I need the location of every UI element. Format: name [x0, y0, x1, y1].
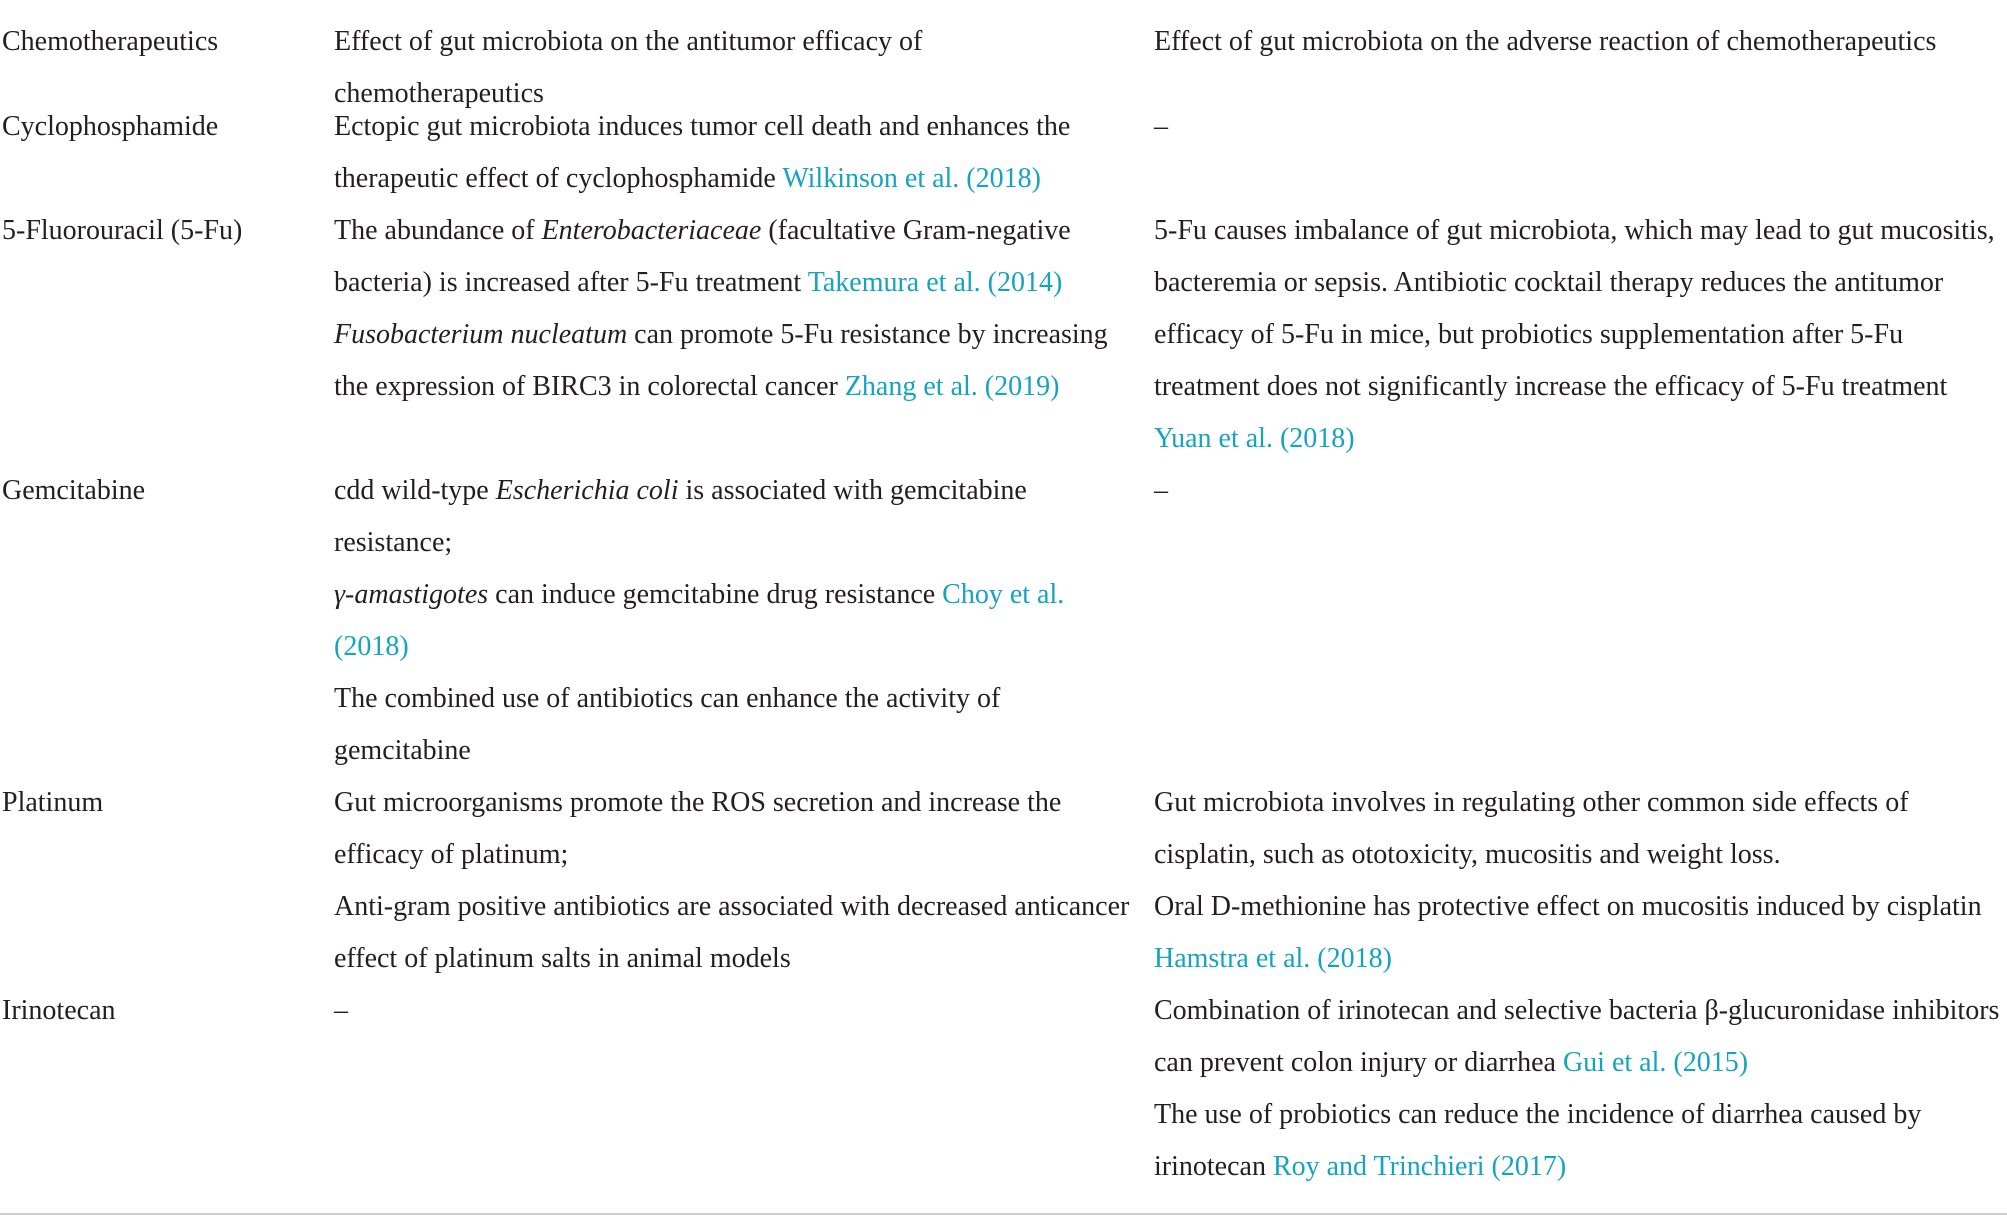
efficacy-paragraph: The combined use of antibiotics can enhance the activity of gemcitabine [334, 683, 1001, 766]
adverse-paragraph: Gut microbiota involves in regulating other common side effects of cisplatin, such as ototoxicity, mucositis and weight loss. [1154, 787, 1909, 870]
efficacy-cell [334, 465, 1134, 777]
header-efficacy: Effect of gut microbiota on the antitumor efficacy of chemotherapeutics [334, 26, 923, 109]
efficacy-paragraph: Gut microorganisms promote the ROS secretion and increase the efficacy of platinum; [334, 787, 1062, 870]
citation-link[interactable]: Choy et al. (2018) [334, 579, 1065, 662]
citation-link[interactable]: Roy and Trinchieri (2017) [1272, 1151, 1567, 1182]
drug-name: Platinum [2, 787, 104, 818]
citation-link[interactable]: Takemura et al. (2014) [807, 267, 1063, 298]
adverse-paragraph: 5-Fu causes imbalance of gut microbiota, which may lead to gut mucositis, bacteremia or sepsis. Antibiotic cocktail therapy reduces the antitumor efficacy of 5-Fu in mice, but probiotics supplementation after 5-Fu treatment does not significantly increase the efficacy of 5-Fu treatment Yuan et al. (2018) [1154, 215, 1995, 454]
efficacy-cell [334, 985, 1134, 1037]
adverse-paragraph: Combination of irinotecan and selective bacteria β-glucuronidase inhibitors can prevent colon injury or diarrhea Gui et al. (2015) [1154, 995, 2000, 1078]
drug-name: 5-Fluorouracil (5-Fu) [2, 215, 243, 246]
adverse-cell [1154, 985, 2004, 1193]
drug-name: Irinotecan [2, 995, 116, 1026]
citation-link[interactable]: Yuan et al. (2018) [1154, 423, 1355, 454]
citation-link[interactable]: Gui et al. (2015) [1562, 1047, 1749, 1078]
efficacy-paragraph: The abundance of Enterobacteriaceae (facultative Gram-negative bacteria) is increased after 5-Fu treatment Takemura et al. (2014) [334, 215, 1071, 298]
adverse-cell [1154, 101, 2004, 153]
efficacy-cell [334, 205, 1134, 413]
drug-name: Cyclophosphamide [2, 111, 219, 142]
efficacy-paragraph: cdd wild-type Escherichia coli is associated with gemcitabine resistance; [334, 475, 1027, 558]
taxon-name: Escherichia coli [495, 475, 679, 506]
drug-name: Gemcitabine [2, 475, 146, 506]
efficacy-cell [334, 777, 1134, 985]
header-chemotherapeutics: Chemotherapeutics [2, 26, 219, 57]
header-adverse: Effect of gut microbiota on the adverse reaction of chemotherapeutics [1154, 26, 1937, 57]
citation-link[interactable]: Zhang et al. (2019) [844, 371, 1060, 402]
adverse-paragraph: – [1154, 111, 1168, 142]
adverse-paragraph: – [1154, 475, 1168, 506]
efficacy-paragraph: – [334, 995, 348, 1026]
taxon-name: Fusobacterium nucleatum [334, 319, 628, 350]
adverse-cell [1154, 777, 2004, 985]
citation-link[interactable]: Hamstra et al. (2018) [1154, 943, 1392, 974]
adverse-cell [1154, 465, 2004, 517]
taxon-name: γ-amastigotes [334, 579, 489, 610]
taxon-name: Enterobacteriaceae [541, 215, 762, 246]
adverse-cell [1154, 205, 2004, 465]
efficacy-paragraph: Ectopic gut microbiota induces tumor cell death and enhances the therapeutic effect of cyclophosphamide Wilkinson et al. (2018) [334, 111, 1071, 194]
citation-link[interactable]: Wilkinson et al. (2018) [782, 163, 1041, 194]
adverse-paragraph: Oral D-methionine has protective effect on mucositis induced by cisplatin Hamstra et al. (2018) [1154, 891, 1982, 974]
efficacy-paragraph: Anti-gram positive antibiotics are associated with decreased anticancer effect of platinum salts in animal models [334, 891, 1130, 974]
efficacy-paragraph: Fusobacterium nucleatum can promote 5-Fu resistance by increasing the expression of BIRC3 in colorectal cancer Zhang et al. (2019) [334, 319, 1108, 402]
adverse-paragraph: The use of probiotics can reduce the incidence of diarrhea caused by irinotecan Roy and Trinchieri (2017) [1154, 1099, 1922, 1182]
efficacy-paragraph: γ-amastigotes can induce gemcitabine drug resistance Choy et al. (2018) [334, 579, 1065, 662]
efficacy-cell [334, 101, 1134, 205]
table-bottom-rule [0, 1213, 2007, 1215]
